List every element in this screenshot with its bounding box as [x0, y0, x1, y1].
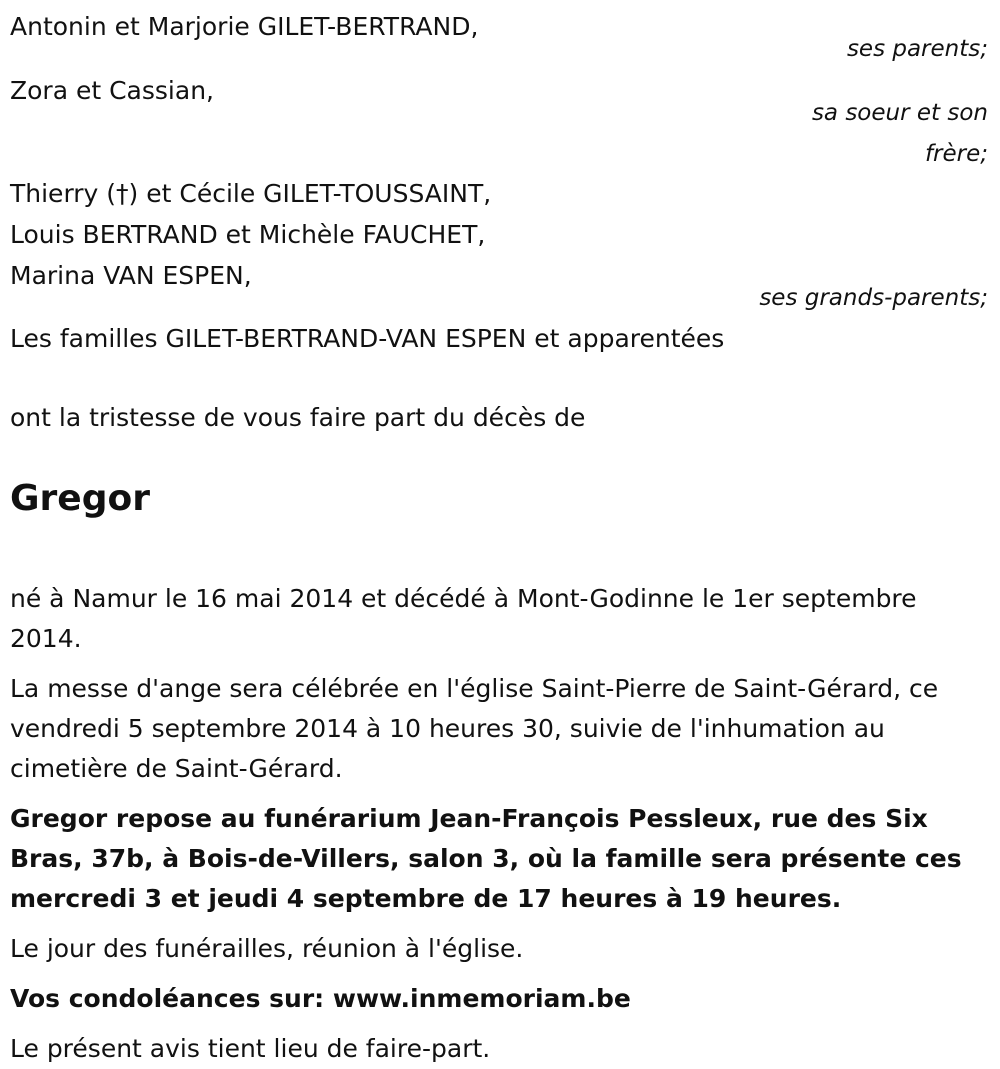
family-group-parents [10, 6, 990, 70]
announcement-line: ont la tristesse de vous faire part du décès de [10, 403, 586, 432]
families-line: Les familles GILET-BERTRAND-VAN ESPEN et apparentées [10, 324, 725, 353]
mass-paragraph: La messe d'ange sera célébrée en l'église Saint-Pierre de Saint-Gérard, ce vendredi 5 septembre 2014 à 10 heures 30, suivie de l'inhumation au cimetière de Saint-Gérard. [10, 674, 939, 783]
condolences-paragraph: Vos condoléances sur: www.inmemoriam.be [10, 984, 631, 1013]
meeting-paragraph: Le jour des funérailles, réunion à l'église. [10, 934, 524, 963]
family-line: Marina VAN ESPEN, [10, 261, 252, 290]
family-line: Louis BERTRAND et Michèle FAUCHET, [10, 220, 486, 249]
family-role: ses parents; [846, 36, 988, 62]
funerarium-paragraph: Gregor repose au funérarium Jean-François Pessleux, rue des Six Bras, 37b, à Bois-de-Villers, salon 3, où la famille sera présente ces mercredi 3 et jeudi 4 septembre de 17 heures à 19 heures. [10, 804, 962, 913]
family-line: Thierry (†) et Cécile GILET-TOUSSAINT, [10, 179, 492, 208]
family-role: sa soeur et son [811, 100, 988, 126]
birth-death-paragraph: né à Namur le 16 mai 2014 et décédé à Mont-Godinne le 1er septembre 2014. [10, 584, 917, 653]
family-role: ses grands-parents; [759, 285, 988, 311]
family-line: Antonin et Marjorie GILET-BERTRAND, [10, 12, 479, 41]
family-role: frère; [924, 141, 988, 167]
family-group-siblings [10, 70, 990, 175]
family-line: Zora et Cassian, [10, 76, 214, 105]
notice-paragraph: Le présent avis tient lieu de faire-part. [10, 1034, 491, 1063]
deceased-name: Gregor [10, 478, 150, 519]
family-group-grandparents [10, 173, 990, 319]
